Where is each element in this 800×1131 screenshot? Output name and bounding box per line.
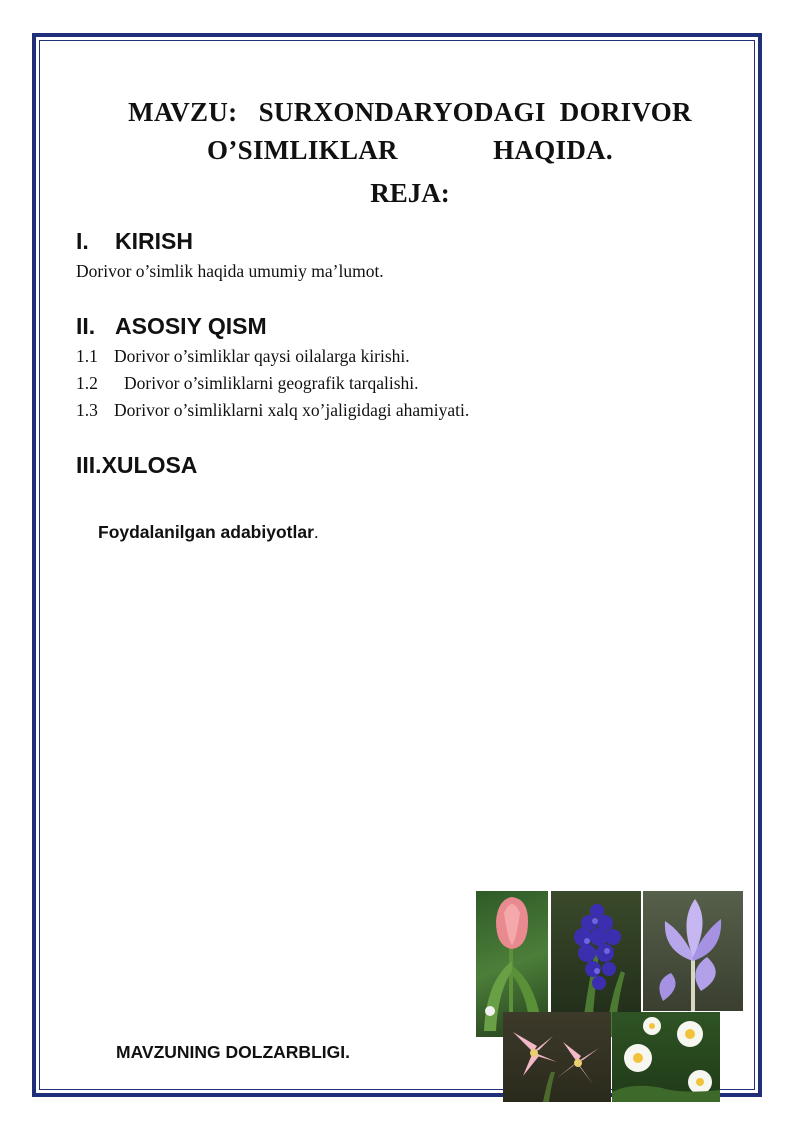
lily-icon [503, 1012, 611, 1102]
list-item [76, 373, 419, 394]
list-item [76, 400, 469, 421]
relevance-heading: MAVZUNING DOLZARBLIGI. [116, 1042, 350, 1062]
section-title: KIRISH [115, 228, 193, 254]
section-heading-conclusion [76, 452, 197, 479]
daffodil-icon [612, 1012, 720, 1102]
list-item-number: 1.1 [76, 346, 98, 366]
section-heading-intro [76, 228, 193, 255]
section-heading-main [76, 313, 267, 340]
document-title [60, 93, 760, 169]
list-item-number: 1.2 [76, 373, 98, 393]
section-number: III. [76, 452, 102, 478]
section-number: II. [76, 313, 96, 339]
literature-punct: . [313, 522, 319, 542]
daffodil-photo [612, 1012, 720, 1102]
list-item-text: Dorivor o’simliklar qaysi oilalarga kirishi. [114, 346, 410, 366]
literature-label: Foydalanilgan adabiyotlar [98, 522, 314, 542]
literature-heading [98, 522, 319, 543]
list-item-text: Dorivor o’simliklarni xalq xo’jaligidagi ahamiyati. [114, 400, 470, 420]
section-number: I. [76, 228, 89, 254]
section-title: ASOSIY QISM [115, 313, 267, 339]
list-item-text: Dorivor o’simlik haqida umumiy ma’lumot. [76, 261, 384, 281]
list-item [76, 346, 410, 367]
plan-heading: REJA: [370, 178, 450, 208]
title-line-1: MAVZU: SURXONDARYODAGI DORIVOR [128, 97, 692, 127]
list-item [76, 261, 384, 282]
section-title: XULOSA [101, 452, 198, 478]
lily-photo [503, 1012, 611, 1102]
crocus-photo [643, 891, 743, 1011]
title-line-2: O’SIMLIKLAR HAQIDA. [207, 135, 613, 165]
list-item-number: 1.3 [76, 400, 98, 420]
list-item-text: Dorivor o’simliklarni geografik tarqalishi. [124, 373, 419, 393]
crocus-icon [643, 891, 743, 1011]
